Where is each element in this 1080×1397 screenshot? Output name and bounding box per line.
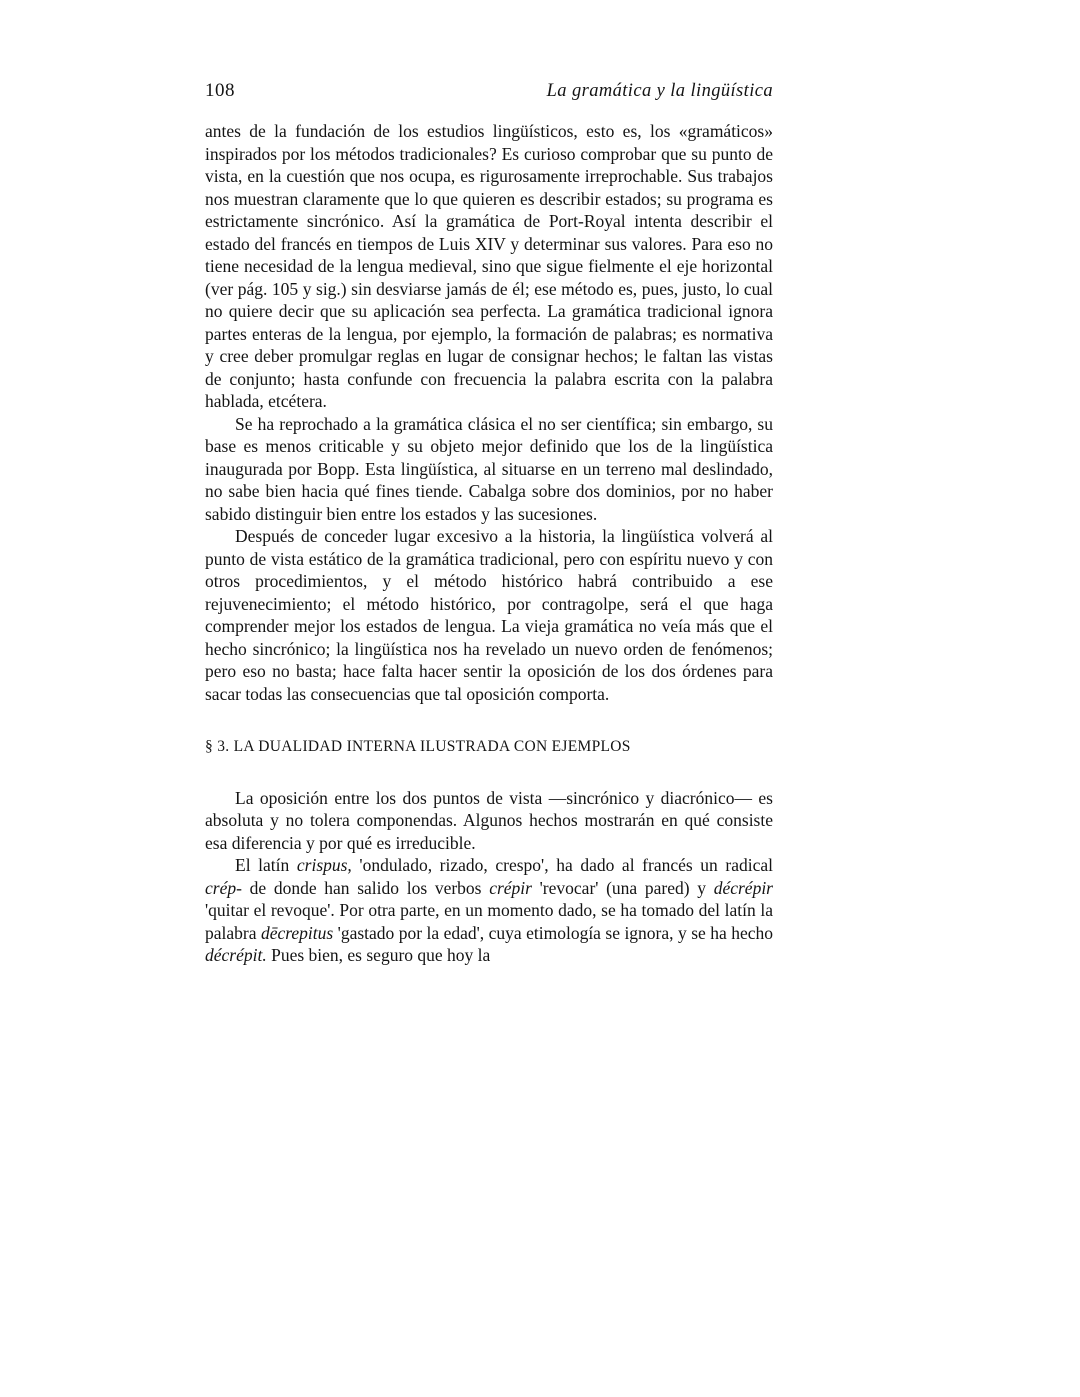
- text-segment: El latín: [235, 855, 297, 875]
- italic-text: décrépir: [713, 877, 773, 898]
- paragraph: [205, 854, 773, 967]
- text-segment: de donde han salido los verbos: [241, 877, 490, 898]
- italic-text: crispus,: [296, 855, 352, 875]
- text-segment: antes de la fundación de los estudios lingüísticos, esto es, los «gramáticos» inspirados por los métodos tradicionales? Es curioso comprobar que su punto de vista, en la cuestión que nos ocupa, es rigurosamente irreprochable. Sus trabajos nos muestran claramente que lo que quieren es describir estados; su programa es estrictamente sincrónico. Así la gramática de Port-Royal intenta describir el estado del francés en tiempos de Luis XIV y determinar sus valores. Para eso no tiene necesidad de la lengua medieval, sino que sigue fielmente el eje horizontal (ver pág. 105 y sig.) sin desviarse jamás de él; ese método es, pues, justo, lo cual no quiere decir que su aplicación sea perfecta. La gramática tradicional ignora partes enteras de la lengua, por ejemplo, la formación de palabras; es normativa y cree deber promulgar reglas en lugar de consignar hechos; le faltan las vistas de conjunto; hasta confunde con frecuencia la palabra escrita con la palabra hablada, etcétera.: [205, 121, 773, 411]
- page-number: 108: [205, 80, 235, 101]
- text-segment: 'ondulado, rizado, crespo', ha dado al francés un radical: [351, 855, 774, 875]
- body-text: [205, 120, 773, 967]
- paragraph: [205, 787, 773, 855]
- paragraph: [205, 120, 773, 413]
- text-segment: Después de conceder lugar excesivo a la historia, la lingüística volverá al punto de vista estático de la gramática tradicional, pero con espíritu nuevo y con otros procedimientos, y el método histórico habrá contribuido a ese rejuvenecimiento; el método histórico, por contragolpe, será el que haga comprender mejor los estados de lengua. La vieja gramática no veía más que el hecho sincrónico; la lingüística nos ha revelado un nuevo orden de fenómenos; pero eso no basta; hace falta hacer sentir la oposición de los dos órdenes para sacar todas las consecuencias que tal oposición comporta.: [205, 526, 773, 704]
- italic-text: dēcrepitus: [260, 922, 334, 943]
- text-segment: 'gastado por la edad', cuya etimología se ignora, y se ha hecho: [333, 922, 773, 943]
- italic-text: crépir: [489, 877, 532, 898]
- paragraph: [205, 525, 773, 705]
- text-segment: 'quitar el revoque'. Por otra parte, en un momento dado, se ha tomado del latín la palabra: [205, 900, 773, 943]
- text-segment: Pues bien, es seguro que hoy la: [266, 945, 491, 965]
- text-segment: 'revocar' (una pared) y: [531, 877, 714, 898]
- paragraph: [205, 413, 773, 526]
- running-header: [205, 80, 773, 102]
- text-segment: Se ha reprochado a la gramática clásica el no ser científica; sin embargo, su base es menos criticable y su objeto mejor definido que los de la lingüística inaugurada por Bopp. Esta lingüística, al situarse en un terreno mal deslindado, no sabe bien hacia qué fines tiende. Cabalga sobre dos dominios, por no haber sabido distinguir bien entre los estados y las sucesiones.: [205, 413, 773, 524]
- text-segment: La oposición entre los dos puntos de vista —sincrónico y diacrónico— es absoluta y no tolera componendas. Algunos hechos mostrarán en qué consiste esa diferencia y por qué es irreducible.: [205, 787, 773, 853]
- section-heading: § 3. LA DUALIDAD INTERNA ILUSTRADA CON EJEMPLOS: [205, 738, 631, 755]
- italic-text: décrépit.: [205, 945, 267, 965]
- italic-text: crép-: [205, 877, 242, 898]
- running-title: La gramática y la lingüística: [546, 81, 773, 101]
